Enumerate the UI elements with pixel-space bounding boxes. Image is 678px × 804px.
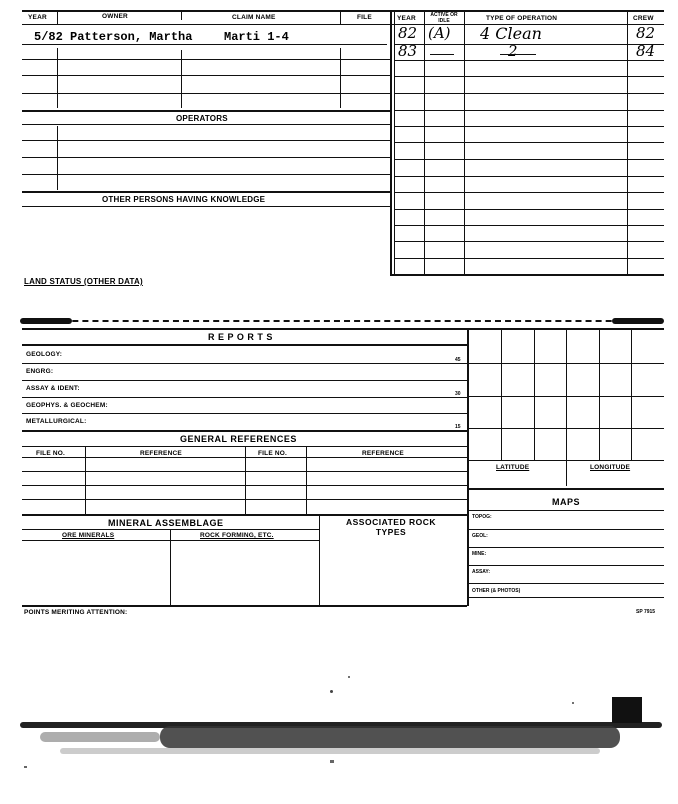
report-num-15: 15 <box>455 424 461 430</box>
other-persons-heading: OTHER PERSONS HAVING KNOWLEDGE <box>102 195 266 204</box>
report-geology: GEOLOGY: <box>26 351 63 358</box>
report-num-45: 45 <box>455 357 461 363</box>
scan-speck <box>24 766 27 768</box>
header-claim-name: CLAIM NAME <box>232 14 276 21</box>
report-geophys: GEOPHYS. & GEOCHEM: <box>26 402 108 409</box>
map-assay: ASSAY: <box>472 569 491 575</box>
points-meriting-attention: POINTS MERITING ATTENTION: <box>24 609 128 616</box>
hand-year-row1: 82 <box>398 24 418 42</box>
header-year-2: YEAR <box>397 15 416 22</box>
scan-smudge-left <box>40 732 160 742</box>
scan-speck <box>330 690 333 693</box>
header-type-of-operation: TYPE OF OPERATION <box>486 15 558 22</box>
header-file: FILE <box>357 14 372 21</box>
scan-smudge-bottom <box>60 748 600 754</box>
hand-year-row2: 83 <box>398 42 418 60</box>
report-assay-ident: ASSAY & IDENT: <box>26 385 80 392</box>
land-status-label: LAND STATUS (OTHER DATA) <box>24 277 143 286</box>
header-year: YEAR <box>28 14 47 21</box>
ref-file-no-2: FILE NO. <box>258 450 288 457</box>
scan-speck <box>572 702 574 704</box>
ref-reference-2: REFERENCE <box>362 450 404 457</box>
map-topog: TOPOG: <box>472 514 492 520</box>
entry-claim-name: Marti 1-4 <box>224 30 289 44</box>
separator-blot-right <box>612 318 664 324</box>
map-other-photos: OTHER (& PHOTOS) <box>472 588 521 594</box>
longitude-label: LONGITUDE <box>590 464 631 471</box>
hand-type-row1: 4 Clean <box>480 24 542 43</box>
ref-file-no-1: FILE NO. <box>36 450 66 457</box>
hand-crew-row1: 82 <box>636 24 656 42</box>
hand-active-row1: (A) <box>428 24 451 42</box>
scan-smudge-dark <box>160 726 620 748</box>
separator-blot-left <box>20 318 72 324</box>
reports-heading: R E P O R T S <box>208 332 273 342</box>
form-code: SP 7915 <box>636 609 656 615</box>
header-crew: CREW <box>633 15 654 22</box>
map-mine: MINE: <box>472 551 487 557</box>
hand-crew-row2: 84 <box>636 42 656 60</box>
entry-year-owner: 5/82 Patterson, Martha <box>34 30 193 44</box>
operators-heading: OPERATORS <box>176 114 228 123</box>
general-references-heading: GENERAL REFERENCES <box>180 434 297 444</box>
hand-type-row2: 2 <box>508 42 518 60</box>
report-num-30: 30 <box>455 391 461 397</box>
latitude-label: LATITUDE <box>496 464 530 471</box>
map-geol: GEOL: <box>472 533 488 539</box>
header-owner: OWNER <box>102 13 128 20</box>
mineral-assemblage-heading: MINERAL ASSEMBLAGE <box>108 518 224 528</box>
ore-minerals-heading: ORE MINERALS <box>62 532 115 539</box>
scan-speck <box>348 676 350 678</box>
scan-speck <box>330 760 334 763</box>
scan-black-square <box>612 697 642 723</box>
separator-dashes <box>22 320 662 325</box>
ref-reference-1: REFERENCE <box>140 450 182 457</box>
rock-forming-heading: ROCK FORMING, ETC. <box>200 532 274 539</box>
report-engrg: ENGRG: <box>26 368 54 375</box>
maps-heading: MAPS <box>552 497 581 507</box>
report-metallurgical: METALLURGICAL: <box>26 418 87 425</box>
associated-rock-types-heading: ASSOCIATED ROCK TYPES <box>346 517 436 537</box>
header-active-or-idle: ACTIVE OR IDLE <box>430 12 458 24</box>
